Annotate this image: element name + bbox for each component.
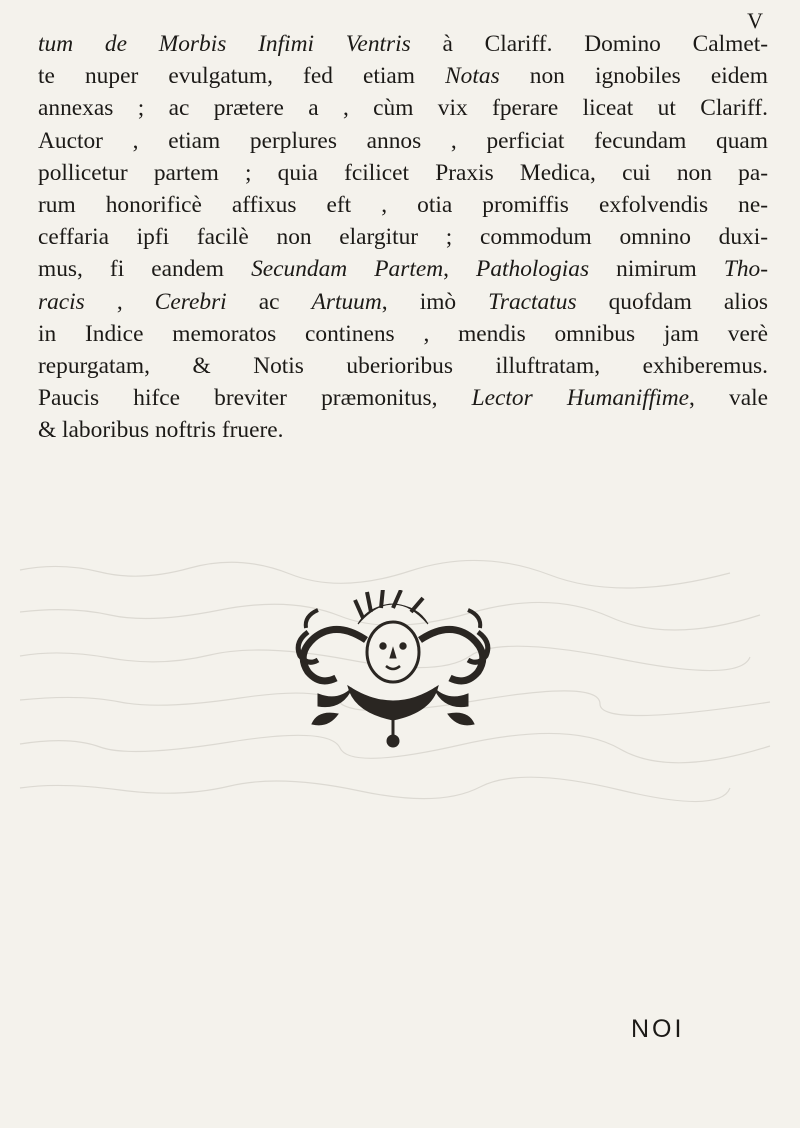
text-line [38,189,768,221]
italic-run: de [104,31,159,57]
text-line [38,253,768,285]
text-run: , vale [689,385,769,412]
text-run: , imò [381,288,489,315]
text-line [38,350,768,382]
catchword: NOI [631,1015,685,1043]
italic-run: Tractatus [488,288,577,315]
text-run: repurgatam, & Notis uberioribus illuftratam, exhiberemus. [38,353,768,380]
text-run: quofdam alios [576,288,768,315]
text-run: ac [226,288,312,315]
text-line [38,60,768,92]
text-line [38,221,768,253]
italic-run: racis [38,288,85,315]
text-line [38,125,768,157]
text-run: in Indice memoratos continens , mendis omnibus jam verè [38,320,768,347]
italic-run: Artuum [311,288,382,315]
text-line [38,92,768,124]
text-run: à Clariff. Domino Calmet- [410,31,768,57]
italic-run: Cerebri [154,288,227,315]
text-line [38,414,768,446]
text-run: & laboribus noftris fruere. [38,417,284,444]
page-folio: V [747,8,764,33]
ornament-vignette-mask-icon [278,590,508,750]
text-line [38,28,768,60]
text-run: mus, fi eandem [38,256,252,283]
text-run: non ignobiles eidem [499,63,768,90]
text-run: Auctor , etiam perplures annos , perficiat fecundam quam [38,127,768,154]
text-run: annexas ; ac prætere a , cùm vix fperare liceat ut Clariff. [38,95,768,122]
text-run: ceffaria ipfi facilè non elargitur ; commodum omnino duxi- [38,224,768,251]
text-run: nimirum [589,256,724,283]
text-line [38,318,768,350]
italic-run: Tho- [723,256,769,283]
italic-run: Pathologias [476,256,590,283]
text-run: , [443,256,477,283]
italic-run: tum [38,31,105,57]
text-run: pollicetur partem ; quia fcilicet Praxis Medica, cui non pa- [38,159,768,186]
italic-run: Notas [445,63,500,90]
text-run: , [84,288,155,315]
italic-run: Lector Humaniffime [471,385,690,412]
text-line [38,157,768,189]
text-run: te nuper evulgatum, fed etiam [38,63,446,90]
text-run: rum honorificè affixus eft , otia promiffis exfolvendis ne- [38,192,768,219]
text-line [38,286,768,318]
text-run: Paucis hifce breviter præmonitus, [38,385,472,412]
text-line [38,382,768,414]
italic-run: Morbis Infimi Ventris [158,31,411,57]
italic-run: Secundam Partem [251,256,444,283]
body-text [38,28,768,447]
